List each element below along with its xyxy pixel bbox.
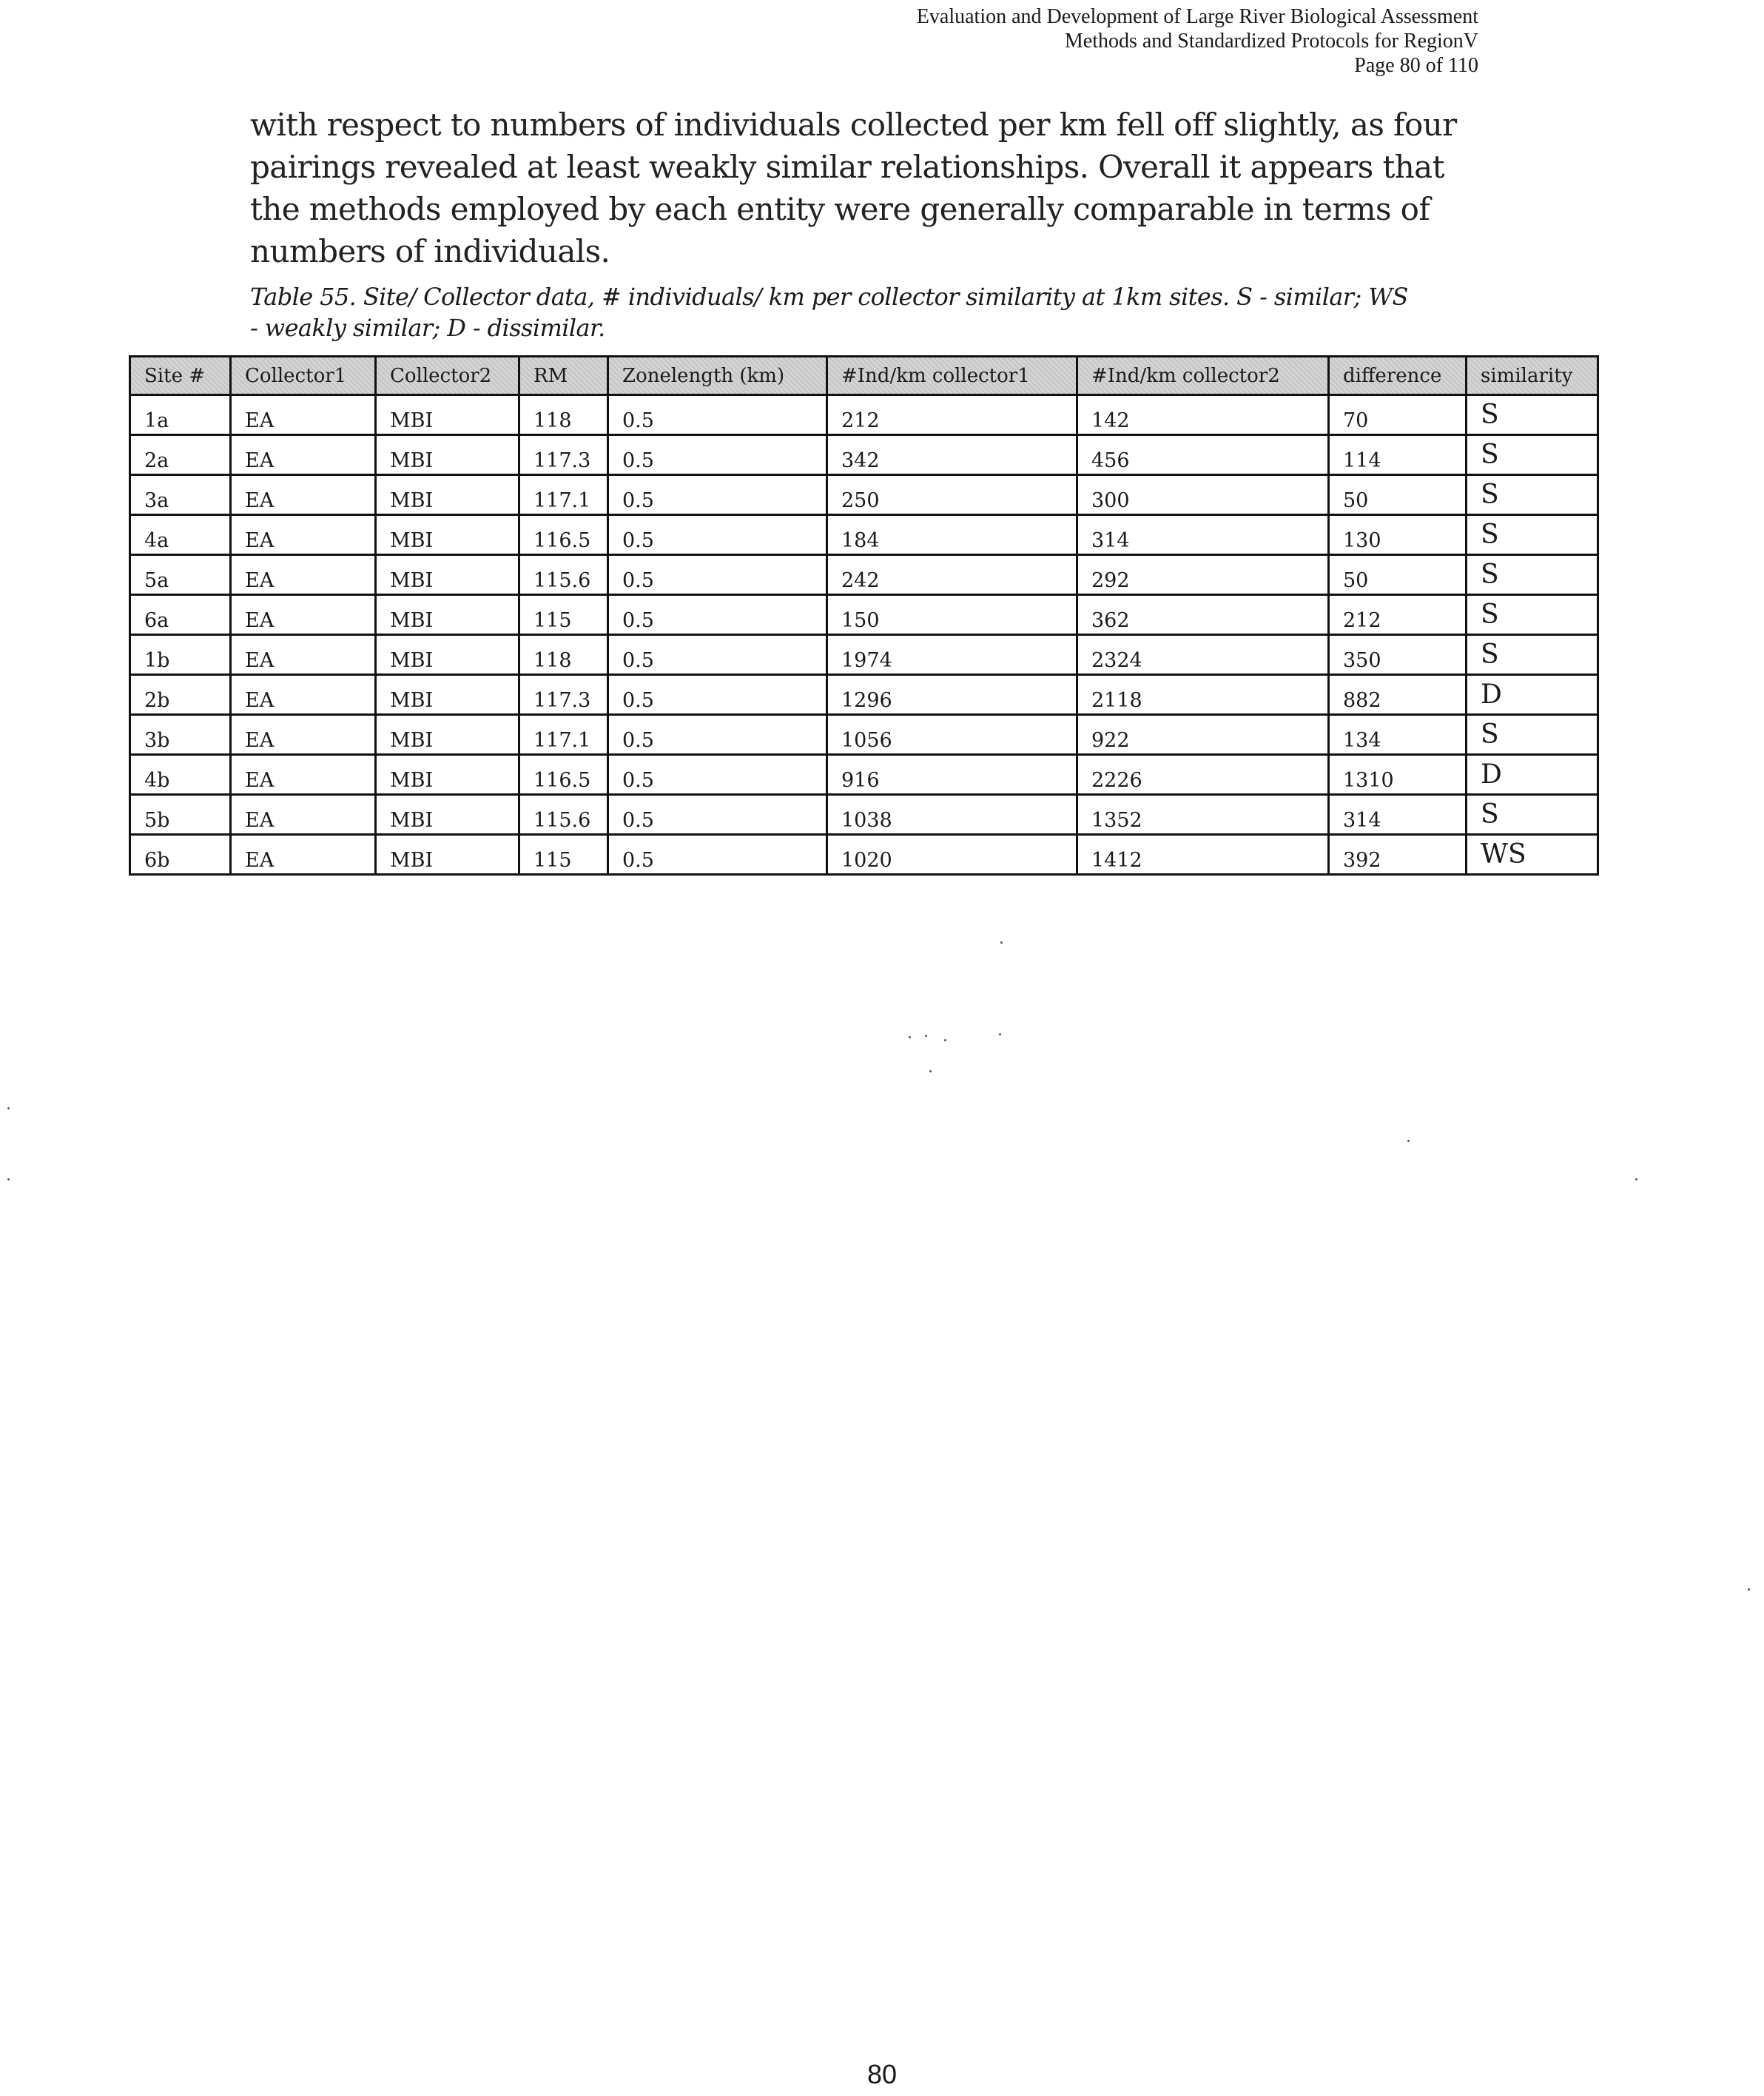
column-header: difference (1329, 357, 1467, 395)
table-cell: MBI (376, 595, 519, 635)
table-cell: EA (231, 835, 376, 875)
table-cell: 362 (1077, 595, 1329, 635)
header-title-line2: Methods and Standardized Protocols for RegionV (1064, 30, 1478, 53)
column-header: #Ind/km collector2 (1077, 357, 1329, 395)
table-cell: 1a (130, 395, 231, 435)
scan-speck (1635, 1178, 1637, 1180)
table-row (130, 395, 1598, 435)
collector-similarity-table (129, 355, 1599, 876)
table-cell: MBI (376, 835, 519, 875)
table-row (130, 555, 1598, 595)
table-cell: 1310 (1329, 755, 1467, 795)
table-cell: 922 (1077, 715, 1329, 755)
table-row (130, 715, 1598, 755)
table-cell: 50 (1329, 555, 1467, 595)
header-page-indicator: Page 80 of 110 (1354, 54, 1478, 77)
table-cell: MBI (376, 475, 519, 515)
page-number: 80 (866, 2059, 898, 2089)
table-cell: 1038 (827, 795, 1077, 835)
table-cell: EA (231, 395, 376, 435)
table-cell: EA (231, 515, 376, 555)
body-paragraph: with respect to numbers of individuals collected per km fell off slightly, as four pairings revealed at least weakly similar relationships. Overall it appears that the methods employed by each entity were generally comparable in terms of numbers of individuals. (250, 107, 1457, 269)
table-cell: 292 (1077, 555, 1329, 595)
table-cell: 6b (130, 835, 231, 875)
table-cell: S (1467, 395, 1598, 435)
table-row (130, 755, 1598, 795)
table-cell: 242 (827, 555, 1077, 595)
table-cell: 115.6 (519, 555, 608, 595)
scan-speck (7, 1178, 10, 1180)
table-cell: MBI (376, 555, 519, 595)
table-cell: MBI (376, 515, 519, 555)
table-cell: 1412 (1077, 835, 1329, 875)
table-cell: 0.5 (608, 475, 827, 515)
table-cell: 2a (130, 435, 231, 475)
column-header: Site # (130, 357, 231, 395)
table-cell: S (1467, 435, 1598, 475)
table-cell: 916 (827, 755, 1077, 795)
scan-speck (7, 1107, 10, 1109)
table-cell: 1974 (827, 635, 1077, 675)
table-cell: S (1467, 595, 1598, 635)
table-cell: 0.5 (608, 795, 827, 835)
table-cell: 117.1 (519, 475, 608, 515)
column-header: #Ind/km collector1 (827, 357, 1077, 395)
table-row (130, 595, 1598, 635)
table-cell: 0.5 (608, 435, 827, 475)
table-cell: S (1467, 475, 1598, 515)
table-cell: 115 (519, 595, 608, 635)
table-cell: 314 (1077, 515, 1329, 555)
table-cell: 117.3 (519, 435, 608, 475)
table-cell: EA (231, 715, 376, 755)
table-cell: S (1467, 715, 1598, 755)
table-cell: 70 (1329, 395, 1467, 435)
table-cell: D (1467, 755, 1598, 795)
table-row (130, 835, 1598, 875)
table-cell: 0.5 (608, 515, 827, 555)
table-cell: 150 (827, 595, 1077, 635)
table-cell: 117.3 (519, 675, 608, 715)
table-cell: 1b (130, 635, 231, 675)
table-cell: 2324 (1077, 635, 1329, 675)
scan-speck (925, 1035, 927, 1037)
table-cell: 2226 (1077, 755, 1329, 795)
table-cell: 115 (519, 835, 608, 875)
table-cell: WS (1467, 835, 1598, 875)
table-cell: 6a (130, 595, 231, 635)
table-cell: 3a (130, 475, 231, 515)
table-cell: S (1467, 635, 1598, 675)
column-header: Collector2 (376, 357, 519, 395)
table-cell: MBI (376, 755, 519, 795)
table-cell: MBI (376, 395, 519, 435)
table-cell: 5a (130, 555, 231, 595)
table-cell: 50 (1329, 475, 1467, 515)
table-cell: MBI (376, 795, 519, 835)
table-cell: 212 (827, 395, 1077, 435)
table-cell: 114 (1329, 435, 1467, 475)
table-cell: 116.5 (519, 755, 608, 795)
table-cell: 350 (1329, 635, 1467, 675)
table-caption: Table 55. Site/ Collector data, # individuals/ km per collector similarity at 1km sites. S - similar; WS - weakly similar; D - dissimilar. (250, 283, 1408, 342)
table-cell: 250 (827, 475, 1077, 515)
table-cell: 130 (1329, 515, 1467, 555)
table-cell: 117.1 (519, 715, 608, 755)
scan-speck (1000, 941, 1003, 944)
table-cell: 882 (1329, 675, 1467, 715)
table-cell: 134 (1329, 715, 1467, 755)
table-cell: 4b (130, 755, 231, 795)
table-cell: 5b (130, 795, 231, 835)
table-cell: 0.5 (608, 675, 827, 715)
table-cell: 118 (519, 395, 608, 435)
column-header: Zonelength (km) (608, 357, 827, 395)
table-cell: 0.5 (608, 555, 827, 595)
table-row (130, 795, 1598, 835)
header-title-line1: Evaluation and Development of Large River Biological Assessment (916, 5, 1478, 28)
table-cell: 0.5 (608, 595, 827, 635)
table-row (130, 675, 1598, 715)
scan-speck (999, 1033, 1001, 1035)
table-cell: 0.5 (608, 635, 827, 675)
table-cell: 2b (130, 675, 231, 715)
table-cell: 1352 (1077, 795, 1329, 835)
table-cell: 212 (1329, 595, 1467, 635)
table-cell: 1296 (827, 675, 1077, 715)
table-cell: 300 (1077, 475, 1329, 515)
table-cell: 115.6 (519, 795, 608, 835)
table-cell: 4a (130, 515, 231, 555)
table-cell: 2118 (1077, 675, 1329, 715)
table-cell: D (1467, 675, 1598, 715)
table-cell: 392 (1329, 835, 1467, 875)
table-cell: S (1467, 795, 1598, 835)
scan-speck (944, 1039, 946, 1041)
table-cell: 314 (1329, 795, 1467, 835)
table-row (130, 635, 1598, 675)
column-header: Collector1 (231, 357, 376, 395)
table-cell: EA (231, 475, 376, 515)
table-cell: 1020 (827, 835, 1077, 875)
table-cell: 0.5 (608, 835, 827, 875)
table-cell: EA (231, 755, 376, 795)
table-cell: 116.5 (519, 515, 608, 555)
table-cell: MBI (376, 435, 519, 475)
table-cell: 118 (519, 635, 608, 675)
table-cell: 184 (827, 515, 1077, 555)
scan-speck (909, 1036, 911, 1038)
column-header: similarity (1467, 357, 1598, 395)
table-cell: MBI (376, 675, 519, 715)
scan-speck (1748, 1588, 1750, 1591)
table-cell: MBI (376, 715, 519, 755)
scan-speck (1407, 1140, 1410, 1142)
table-cell: EA (231, 555, 376, 595)
column-header: RM (519, 357, 608, 395)
table-cell: S (1467, 555, 1598, 595)
table-row (130, 515, 1598, 555)
table-cell: 0.5 (608, 395, 827, 435)
table-cell: 456 (1077, 435, 1329, 475)
table-cell: EA (231, 595, 376, 635)
page-header (917, 4, 1478, 78)
table-cell: 142 (1077, 395, 1329, 435)
table-cell: MBI (376, 635, 519, 675)
table-cell: 0.5 (608, 755, 827, 795)
table-body (130, 395, 1598, 875)
table-row (130, 475, 1598, 515)
table-cell: EA (231, 635, 376, 675)
table-row (130, 435, 1598, 475)
table-header-row (130, 357, 1598, 395)
table-cell: EA (231, 435, 376, 475)
table-cell: 0.5 (608, 715, 827, 755)
table-cell: 342 (827, 435, 1077, 475)
table-cell: S (1467, 515, 1598, 555)
scan-speck (929, 1070, 932, 1072)
table-cell: EA (231, 675, 376, 715)
table-cell: EA (231, 795, 376, 835)
table-cell: 1056 (827, 715, 1077, 755)
table-cell: 3b (130, 715, 231, 755)
